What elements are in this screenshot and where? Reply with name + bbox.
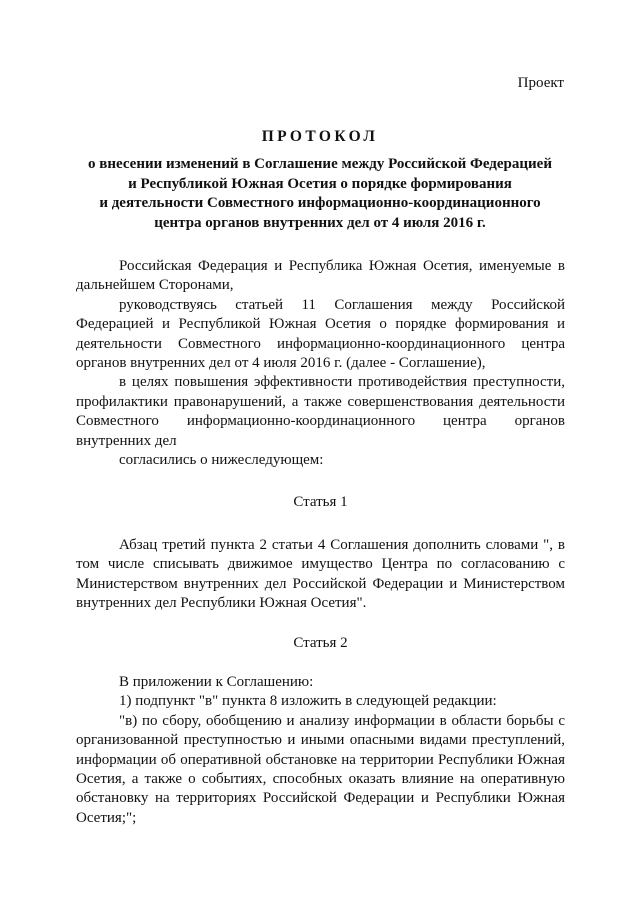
subtitle-line: о внесении изменений в Соглашение между Российской Федерацией: [88, 156, 552, 172]
preamble-agreement: согласились о нижеследующем:: [119, 452, 324, 469]
document-body: [76, 257, 565, 828]
preamble-parties: Российская Федерация и Республика Южная Осетия, именуемые в дальнейшем Сторонами,: [76, 258, 565, 294]
preamble-purpose: в целях повышения эффективности противодействия преступности, профилактики правонарушений, а также совершенствования деятельности Совместного информационно-координационного центра органов внутренних дел: [76, 374, 565, 449]
document-subtitle: [60, 155, 580, 233]
subtitle-line: и деятельности Совместного информационно-координационного: [99, 195, 541, 211]
article-2-heading: Статья 2: [293, 634, 348, 651]
title-block: [60, 127, 580, 233]
preamble-basis: руководствуясь статьей 11 Соглашения между Российской Федерацией и Республикой Южная Осетия о порядке формирования и деятельности Совместного информационно-координационного центра органов внутренних дел от 4 июля 2016 г. (далее - Соглашение),: [76, 296, 565, 372]
subtitle-line: центра органов внутренних дел от 4 июля 2016 г.: [154, 214, 486, 231]
subtitle-line: и Республикой Южная Осетия о порядке формирования: [128, 175, 512, 192]
article-1-heading: Статья 1: [293, 494, 348, 511]
article-2-intro: В приложении к Соглашению:: [119, 673, 314, 690]
document-title: ПРОТОКОЛ: [261, 128, 379, 145]
article-2-item-1: 1) подпункт "в" пункта 8 изложить в следующей редакции:: [119, 693, 497, 710]
draft-status-label: Проект: [517, 75, 564, 91]
article-1-text: Абзац третий пункта 2 статьи 4 Соглашения дополнить словами ", в том числе списывать движимое имущество Центра по согласованию с Министерством внутренних дел Российской Федерации и Министерством внутренних дел Республики Южная Осетия".: [76, 536, 565, 612]
article-2-quote: "в) по сбору, обобщению и анализу информации в области борьбы с организованной преступностью и иными опасными видами преступлений, информации об оперативной обстановке на территории Республики Южная Осетия, а также о событиях, способных оказать влияние на оперативную обстановку на территориях Российской Федерации и Республики Южная Осетия;";: [76, 712, 565, 826]
